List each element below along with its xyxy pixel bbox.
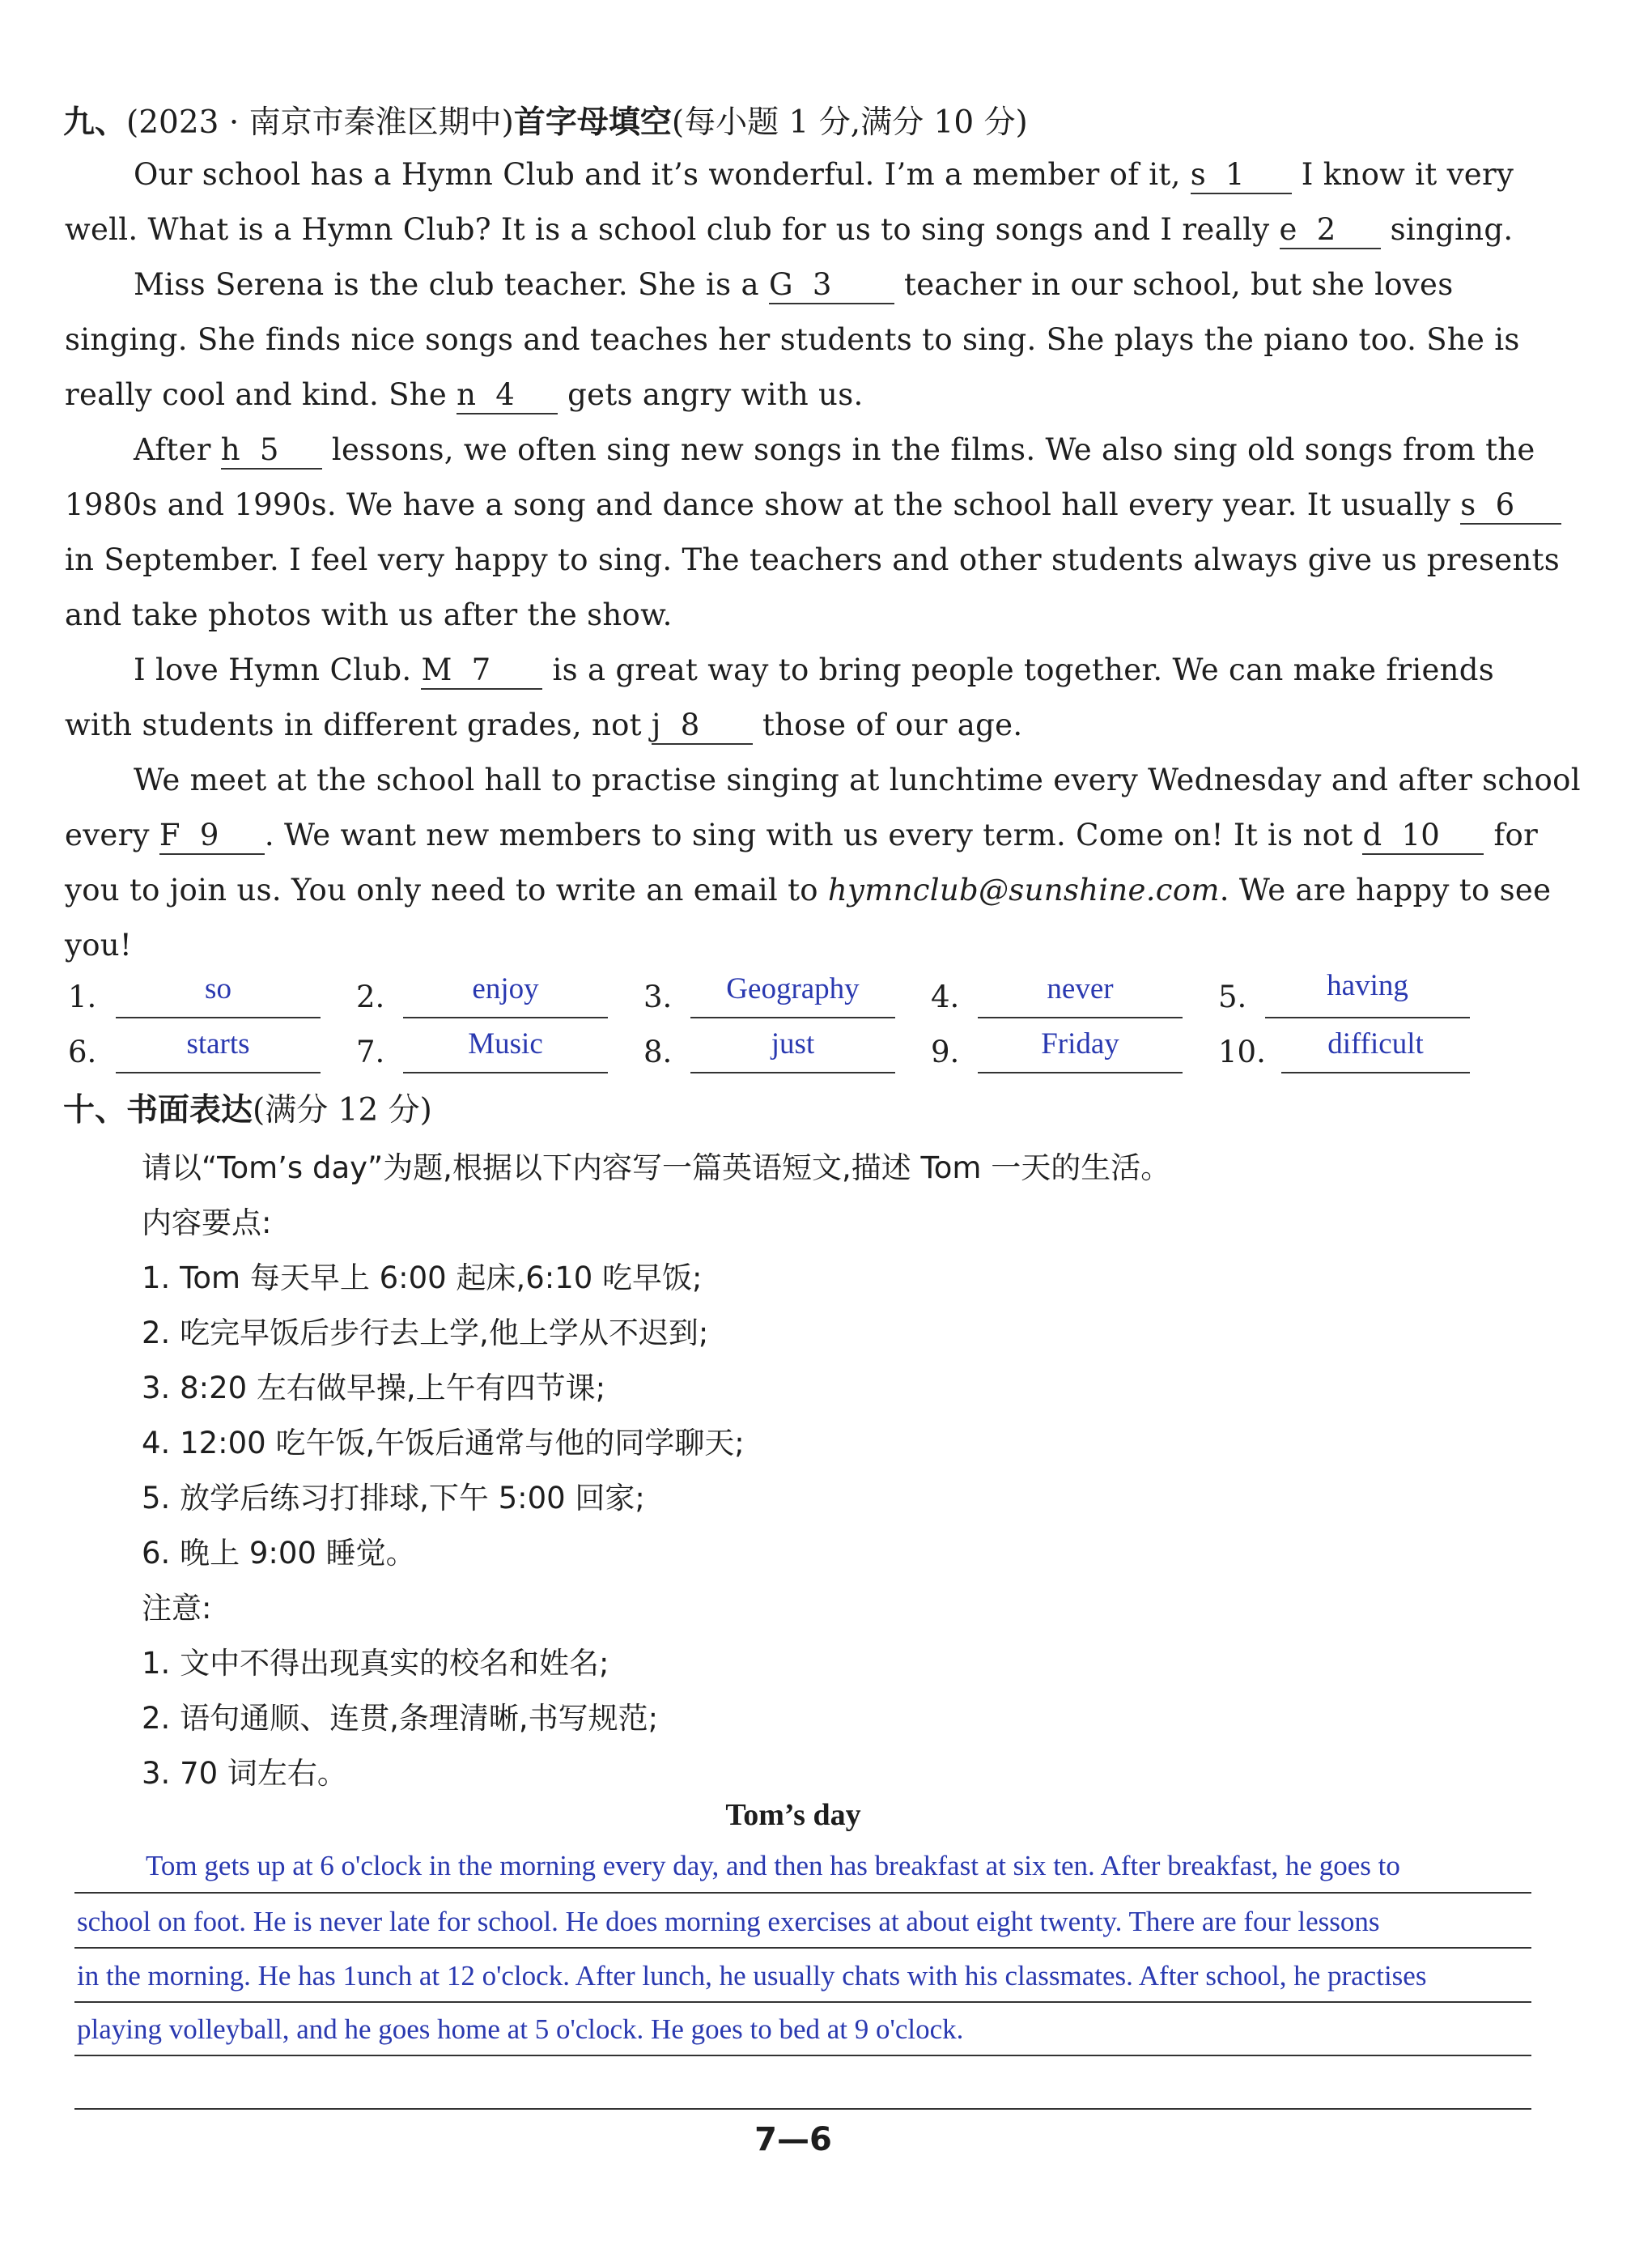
answer-line bbox=[116, 1070, 321, 1073]
passage-line: with students in different grades, not j 8 those of our age. bbox=[65, 708, 1022, 745]
section-9-number: 九、 bbox=[63, 104, 127, 141]
passage-line: We meet at the school hall to practise singing at lunchtime every Wednesday and after school bbox=[134, 763, 1581, 797]
answer-number: 8. bbox=[643, 1035, 673, 1069]
point-item: 4. 12:00 吃午饭,午饭后通常与他的同学聊天; bbox=[142, 1426, 745, 1460]
passage-line: Miss Serena is the club teacher. She is a G 3 teacher in our school, but she loves bbox=[134, 267, 1454, 304]
writing-rule bbox=[74, 1947, 1531, 1949]
passage-line: 1980s and 1990s. We have a song and dance show at the school hall every year. It usually s 6 bbox=[65, 487, 1561, 525]
blank-6: s 6 bbox=[1460, 487, 1561, 525]
email-address: hymnclub@sunshine.com bbox=[827, 873, 1220, 908]
passage-line: and take photos with us after the show. bbox=[65, 597, 673, 632]
answer-10: difficult bbox=[1327, 1027, 1424, 1061]
answer-line bbox=[403, 1070, 608, 1073]
passage-line: well. What is a Hymn Club? It is a school club for us to sing songs and I really e 2 singing. bbox=[65, 212, 1513, 249]
point-item: 5. 放学后练习打排球,下午 5:00 回家; bbox=[142, 1481, 645, 1515]
blank-5: h 5 bbox=[221, 432, 322, 470]
blank-9: F 9 bbox=[159, 818, 265, 855]
answer-number: 1. bbox=[68, 980, 97, 1014]
note-item: 2. 语句通顺、连贯,条理清晰,书写规范; bbox=[142, 1701, 659, 1736]
answer-line bbox=[690, 1015, 895, 1018]
section-10-heading: 书面表达 bbox=[126, 1091, 253, 1129]
blank-2: e 2 bbox=[1280, 212, 1381, 249]
answer-line bbox=[403, 1015, 608, 1018]
answer-1: so bbox=[205, 972, 231, 1005]
blank-1: s 1 bbox=[1191, 157, 1292, 194]
writing-instruction: 请以“Tom’s day”为题,根据以下内容写一篇英语短文,描述 Tom 一天的生活。 bbox=[142, 1150, 1171, 1185]
answer-line bbox=[116, 1015, 321, 1018]
essay-line: in the morning. He has 1unch at 12 o'clock. After lunch, he usually chats with his classmates. After school, he practises bbox=[77, 1960, 1427, 1992]
section-9-title bbox=[63, 97, 1028, 142]
answer-5: having bbox=[1327, 969, 1408, 1002]
passage-line: singing. She finds nice songs and teaches her students to sing. She plays the piano too. She is bbox=[65, 322, 1520, 357]
writing-rule bbox=[74, 2108, 1531, 2110]
note-item: 3. 70 词左右。 bbox=[142, 1756, 347, 1791]
point-item: 3. 8:20 左右做早操,上午有四节课; bbox=[142, 1371, 606, 1405]
blank-3: G 3 bbox=[769, 267, 894, 304]
answer-2: enjoy bbox=[472, 972, 539, 1005]
answer-3: Geography bbox=[726, 972, 860, 1005]
answer-line bbox=[690, 1070, 895, 1073]
section-9-score: (每小题 1 分,满分 10 分) bbox=[671, 104, 1028, 141]
answer-9: Friday bbox=[1041, 1027, 1119, 1061]
passage-line: really cool and kind. She n 4 gets angry with us. bbox=[65, 377, 864, 414]
writing-rule bbox=[74, 2001, 1531, 2003]
blank-7: M 7 bbox=[421, 653, 542, 690]
answer-number: 7. bbox=[356, 1035, 385, 1069]
answer-6: starts bbox=[186, 1027, 250, 1061]
answer-4: never bbox=[1047, 972, 1114, 1005]
answer-number: 2. bbox=[356, 980, 385, 1014]
essay-line: school on foot. He is never late for school. He does morning exercises at about eight twenty. There are four lessons bbox=[77, 1906, 1380, 1937]
note-item: 1. 文中不得出现真实的校名和姓名; bbox=[142, 1646, 609, 1681]
section-10-number: 十、 bbox=[63, 1091, 127, 1129]
points-label: 内容要点: bbox=[142, 1205, 272, 1240]
section-10-score: (满分 12 分) bbox=[253, 1092, 432, 1129]
blank-10: d 10 bbox=[1362, 818, 1484, 855]
answer-number: 5. bbox=[1218, 980, 1247, 1014]
answer-number: 10. bbox=[1218, 1035, 1266, 1069]
answer-line bbox=[1265, 1015, 1470, 1018]
section-10-title bbox=[63, 1085, 432, 1130]
passage-line: Our school has a Hymn Club and it’s wonderful. I’m a member of it, s 1 I know it very bbox=[134, 157, 1514, 194]
writing-rule bbox=[74, 1892, 1531, 1894]
answer-number: 9. bbox=[931, 1035, 960, 1069]
notes-label: 注意: bbox=[142, 1591, 212, 1626]
answer-line bbox=[978, 1070, 1183, 1073]
passage-line: you to join us. You only need to write an email to hymnclub@sunshine.com. We are happy to see bbox=[65, 873, 1552, 908]
section-9-source: (2023 · 南京市秦淮区期中) bbox=[126, 104, 514, 141]
blank-8: j 8 bbox=[652, 708, 753, 745]
answer-line bbox=[1281, 1070, 1470, 1073]
answer-number: 6. bbox=[68, 1035, 97, 1069]
answer-number: 3. bbox=[643, 980, 673, 1014]
answer-7: Music bbox=[468, 1027, 543, 1061]
point-item: 2. 吃完早饭后步行去上学,他上学从不迟到; bbox=[142, 1316, 709, 1350]
answer-number: 4. bbox=[931, 980, 960, 1014]
passage-line: in September. I feel very happy to sing. The teachers and other students always give us presents bbox=[65, 542, 1561, 577]
page-number: 7—6 bbox=[754, 2121, 832, 2158]
passage-line: After h 5 lessons, we often sing new songs in the films. We also sing old songs from the bbox=[134, 432, 1535, 470]
blank-4: n 4 bbox=[457, 377, 558, 414]
passage-line: every F 9 . We want new members to sing with us every term. Come on! It is not d 10 for bbox=[65, 818, 1538, 855]
essay-line: playing volleyball, and he goes home at 5 o'clock. He goes to bed at 9 o'clock. bbox=[77, 2013, 964, 2045]
answer-8: just bbox=[771, 1027, 815, 1061]
passage-line: I love Hymn Club. M 7 is a great way to bring people together. We can make friends bbox=[134, 653, 1494, 690]
point-item: 6. 晚上 9:00 睡觉。 bbox=[142, 1536, 416, 1571]
point-item: 1. Tom 每天早上 6:00 起床,6:10 吃早饭; bbox=[142, 1260, 703, 1295]
essay-line: Tom gets up at 6 o'clock in the morning every day, and then has breakfast at six ten. After breakfast, he goes to bbox=[146, 1850, 1400, 1881]
writing-rule bbox=[74, 2055, 1531, 2056]
section-9-heading: 首字母填空 bbox=[513, 104, 672, 141]
answer-line bbox=[978, 1015, 1183, 1018]
essay-title: Tom’s day bbox=[725, 1798, 861, 1832]
passage-line: you! bbox=[65, 928, 133, 963]
